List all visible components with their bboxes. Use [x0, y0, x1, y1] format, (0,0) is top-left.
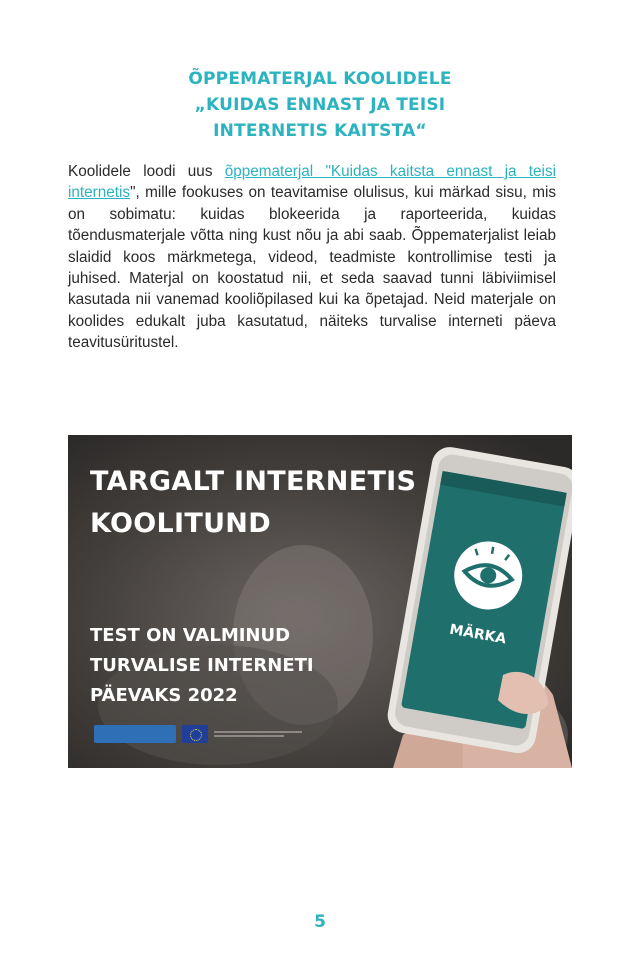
page-heading: [0, 66, 640, 144]
body-intro: Koolidele loodi uus: [68, 163, 225, 180]
heading-line-1: ÕPPEMATERJAL KOOLIDELE: [188, 69, 452, 89]
eu-flag-logo: [182, 725, 208, 743]
partner-logos: [94, 725, 306, 743]
page-number: 5: [314, 912, 326, 932]
banner-title-line-1: TARGALT INTERNETIS: [90, 466, 417, 497]
banner-sub-line-2: TURVALISE INTERNETI: [90, 655, 314, 676]
banner-sub-line-1: TEST ON VALMINUD: [90, 625, 291, 646]
banner-title-line-2: KOOLITUND: [90, 508, 271, 539]
banner-subtitle: [90, 621, 314, 711]
safer-internet-logo: [94, 725, 176, 743]
materials-link[interactable]: õppematerjal "Kuidas kaitsta ennast ja teisi internetis: [68, 163, 557, 202]
funding-note-graphic: [214, 729, 306, 739]
app-label: MÄRKA: [448, 621, 508, 648]
body-paragraph: [68, 161, 556, 354]
promo-banner-image: [68, 435, 572, 768]
banner-sub-line-3: PÄEVAKS 2022: [90, 685, 238, 706]
phone-in-hand: [323, 435, 572, 768]
heading-line-2: „KUIDAS ENNAST JA TEISI: [194, 95, 446, 115]
heading-line-3: INTERNETIS KAITSTA“: [213, 121, 427, 141]
body-rest: ", mille fookuses on teavitamise olulisus, kui märkad sisu, mis on sobimatu: kuidas blokeerida ja raporteerida, kuidas tõendusmaterjale võtta ning kust nõu ja abi saab. Õppematerjalist leiab slaidid koos märkmetega, videod, teadmiste kontrollimise testi ja juhised. Materjal on koostatud nii, et seda saavad tunni läbiviimisel kasutada nii vanemad kooliõpilased kui ka õpetajad. Neid materjale on koolides edukalt juba kasutatud, näiteks turvalise interneti päeva teavitusüritustel.: [68, 184, 556, 352]
